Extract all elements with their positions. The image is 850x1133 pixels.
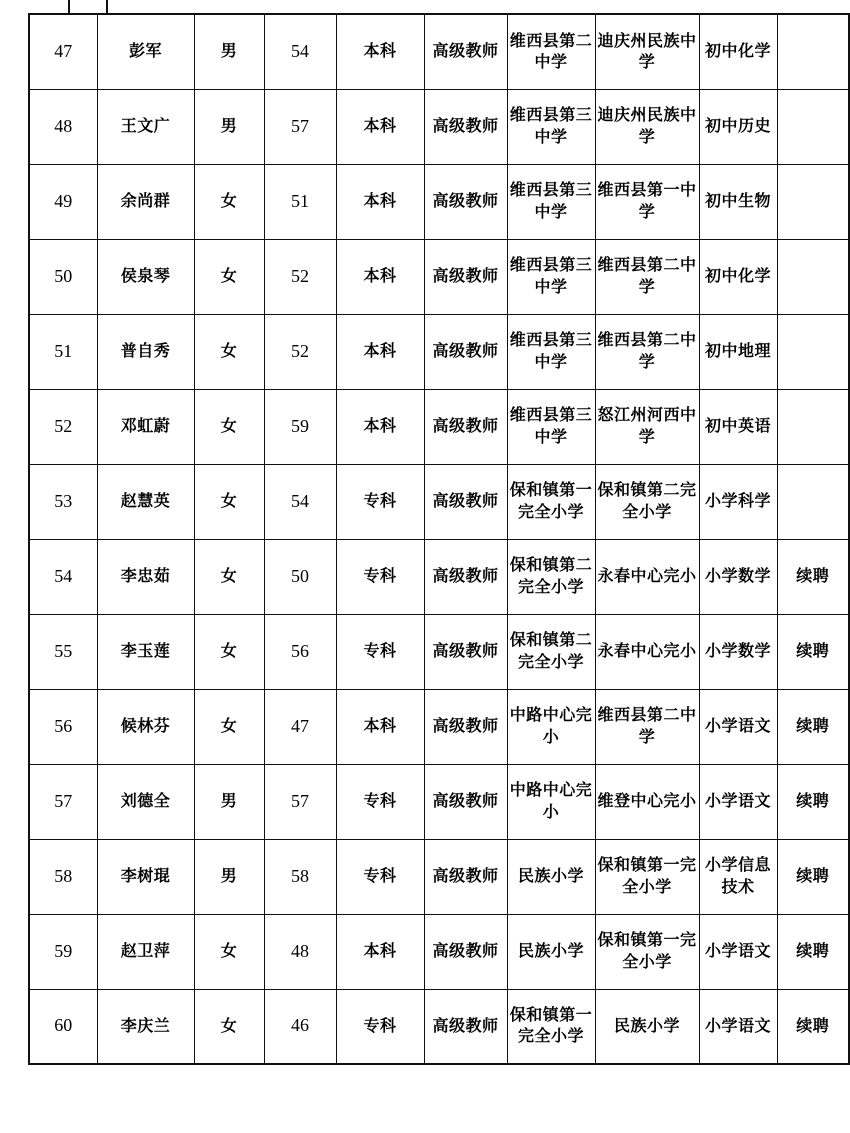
cell-age: 52 (264, 314, 336, 389)
cell-original-unit: 保和镇第一完全小学 (507, 464, 595, 539)
cell-subject: 初中生物 (699, 164, 777, 239)
cell-subject: 小学信息技术 (699, 839, 777, 914)
cell-serial-number: 58 (29, 839, 97, 914)
cell-age: 57 (264, 89, 336, 164)
cell-sex: 女 (194, 389, 264, 464)
cell-age: 54 (264, 464, 336, 539)
cell-serial-number: 47 (29, 14, 97, 89)
table-row (29, 164, 849, 239)
cell-age: 48 (264, 914, 336, 989)
cell-note (777, 164, 849, 239)
cell-education: 本科 (336, 314, 424, 389)
cell-original-unit: 维西县第三中学 (507, 164, 595, 239)
cell-name: 赵卫萍 (97, 914, 194, 989)
cell-education: 专科 (336, 614, 424, 689)
cell-education: 本科 (336, 389, 424, 464)
cell-name: 侯泉琴 (97, 239, 194, 314)
cell-original-unit: 保和镇第二完全小学 (507, 539, 595, 614)
cell-sex: 女 (194, 464, 264, 539)
cell-name: 王文广 (97, 89, 194, 164)
cell-name: 李忠茹 (97, 539, 194, 614)
cell-current-unit: 维西县第二中学 (595, 689, 699, 764)
cell-age: 58 (264, 839, 336, 914)
cell-note: 续聘 (777, 839, 849, 914)
cell-age: 51 (264, 164, 336, 239)
cell-title: 高级教师 (424, 839, 507, 914)
cell-age: 54 (264, 14, 336, 89)
cell-original-unit: 维西县第二中学 (507, 14, 595, 89)
cell-note (777, 464, 849, 539)
cell-original-unit: 维西县第三中学 (507, 389, 595, 464)
cell-serial-number: 48 (29, 89, 97, 164)
cell-title: 高级教师 (424, 689, 507, 764)
cell-note: 续聘 (777, 539, 849, 614)
table-row (29, 764, 849, 839)
table-row (29, 614, 849, 689)
cell-age: 59 (264, 389, 336, 464)
cell-original-unit: 中路中心完小 (507, 689, 595, 764)
cell-serial-number: 50 (29, 239, 97, 314)
cell-note (777, 89, 849, 164)
cell-age: 52 (264, 239, 336, 314)
cell-original-unit: 保和镇第二完全小学 (507, 614, 595, 689)
cell-subject: 小学科学 (699, 464, 777, 539)
cell-subject: 初中英语 (699, 389, 777, 464)
cell-serial-number: 56 (29, 689, 97, 764)
cell-title: 高级教师 (424, 539, 507, 614)
cell-current-unit: 维西县第二中学 (595, 239, 699, 314)
cell-original-unit: 民族小学 (507, 914, 595, 989)
table-row (29, 689, 849, 764)
cell-age: 46 (264, 989, 336, 1064)
cell-education: 专科 (336, 989, 424, 1064)
cell-original-unit: 保和镇第一完全小学 (507, 989, 595, 1064)
cell-education: 专科 (336, 839, 424, 914)
cell-subject: 初中地理 (699, 314, 777, 389)
cell-education: 专科 (336, 764, 424, 839)
table-row (29, 89, 849, 164)
cell-serial-number: 54 (29, 539, 97, 614)
cell-title: 高级教师 (424, 614, 507, 689)
table-row (29, 539, 849, 614)
cell-serial-number: 52 (29, 389, 97, 464)
cell-current-unit: 迪庆州民族中学 (595, 14, 699, 89)
table-row (29, 839, 849, 914)
cell-note (777, 314, 849, 389)
cell-serial-number: 49 (29, 164, 97, 239)
cell-sex: 男 (194, 89, 264, 164)
cell-name: 赵慧英 (97, 464, 194, 539)
cell-sex: 女 (194, 989, 264, 1064)
cell-subject: 小学数学 (699, 539, 777, 614)
cell-title: 高级教师 (424, 89, 507, 164)
cell-title: 高级教师 (424, 764, 507, 839)
cell-note (777, 14, 849, 89)
cell-title: 高级教师 (424, 164, 507, 239)
cell-sex: 男 (194, 764, 264, 839)
cell-current-unit: 民族小学 (595, 989, 699, 1064)
cell-note: 续聘 (777, 764, 849, 839)
cell-current-unit: 保和镇第二完全小学 (595, 464, 699, 539)
cell-subject: 小学数学 (699, 614, 777, 689)
cell-name: 余尚群 (97, 164, 194, 239)
roster-table-body (29, 14, 849, 1064)
cell-sex: 女 (194, 239, 264, 314)
cell-age: 56 (264, 614, 336, 689)
cell-education: 专科 (336, 539, 424, 614)
cell-original-unit: 维西县第三中学 (507, 314, 595, 389)
cell-sex: 女 (194, 539, 264, 614)
cell-subject: 小学语文 (699, 989, 777, 1064)
cell-subject: 小学语文 (699, 914, 777, 989)
cell-current-unit: 迪庆州民族中学 (595, 89, 699, 164)
cell-education: 本科 (336, 914, 424, 989)
cell-serial-number: 57 (29, 764, 97, 839)
table-row (29, 914, 849, 989)
cell-serial-number: 59 (29, 914, 97, 989)
cell-sex: 女 (194, 614, 264, 689)
cell-serial-number: 55 (29, 614, 97, 689)
cell-current-unit: 永春中心完小 (595, 614, 699, 689)
cell-education: 本科 (336, 89, 424, 164)
cell-sex: 女 (194, 164, 264, 239)
table-row (29, 989, 849, 1064)
cell-age: 47 (264, 689, 336, 764)
cell-sex: 男 (194, 14, 264, 89)
page-top-column-stub (68, 0, 108, 13)
cell-education: 本科 (336, 239, 424, 314)
table-row (29, 464, 849, 539)
cell-title: 高级教师 (424, 914, 507, 989)
table-row (29, 14, 849, 89)
cell-current-unit: 保和镇第一完全小学 (595, 839, 699, 914)
cell-name: 邓虹蔚 (97, 389, 194, 464)
cell-subject: 初中历史 (699, 89, 777, 164)
cell-note (777, 389, 849, 464)
cell-sex: 女 (194, 689, 264, 764)
cell-current-unit: 维西县第二中学 (595, 314, 699, 389)
cell-education: 本科 (336, 164, 424, 239)
cell-title: 高级教师 (424, 464, 507, 539)
cell-title: 高级教师 (424, 14, 507, 89)
cell-subject: 小学语文 (699, 689, 777, 764)
cell-original-unit: 中路中心完小 (507, 764, 595, 839)
cell-name: 李庆兰 (97, 989, 194, 1064)
cell-note (777, 239, 849, 314)
cell-note: 续聘 (777, 614, 849, 689)
cell-current-unit: 维西县第一中学 (595, 164, 699, 239)
cell-title: 高级教师 (424, 989, 507, 1064)
cell-sex: 男 (194, 839, 264, 914)
cell-name: 候林芬 (97, 689, 194, 764)
cell-subject: 初中化学 (699, 14, 777, 89)
cell-age: 50 (264, 539, 336, 614)
cell-current-unit: 维登中心完小 (595, 764, 699, 839)
cell-title: 高级教师 (424, 314, 507, 389)
cell-current-unit: 怒江州河西中学 (595, 389, 699, 464)
cell-sex: 女 (194, 914, 264, 989)
cell-sex: 女 (194, 314, 264, 389)
cell-education: 本科 (336, 689, 424, 764)
cell-title: 高级教师 (424, 389, 507, 464)
cell-education: 本科 (336, 14, 424, 89)
table-row (29, 314, 849, 389)
table-row (29, 389, 849, 464)
cell-age: 57 (264, 764, 336, 839)
cell-original-unit: 维西县第三中学 (507, 89, 595, 164)
cell-note: 续聘 (777, 914, 849, 989)
cell-note: 续聘 (777, 689, 849, 764)
cell-serial-number: 51 (29, 314, 97, 389)
cell-education: 专科 (336, 464, 424, 539)
table-row (29, 239, 849, 314)
cell-original-unit: 维西县第三中学 (507, 239, 595, 314)
cell-name: 刘德全 (97, 764, 194, 839)
cell-name: 李树琨 (97, 839, 194, 914)
cell-serial-number: 53 (29, 464, 97, 539)
cell-subject: 小学语文 (699, 764, 777, 839)
roster-table-container (28, 13, 830, 1065)
cell-name: 彭军 (97, 14, 194, 89)
cell-current-unit: 保和镇第一完全小学 (595, 914, 699, 989)
cell-subject: 初中化学 (699, 239, 777, 314)
cell-current-unit: 永春中心完小 (595, 539, 699, 614)
roster-table (28, 13, 850, 1065)
cell-name: 李玉莲 (97, 614, 194, 689)
cell-serial-number: 60 (29, 989, 97, 1064)
cell-note: 续聘 (777, 989, 849, 1064)
cell-title: 高级教师 (424, 239, 507, 314)
cell-original-unit: 民族小学 (507, 839, 595, 914)
cell-name: 普自秀 (97, 314, 194, 389)
